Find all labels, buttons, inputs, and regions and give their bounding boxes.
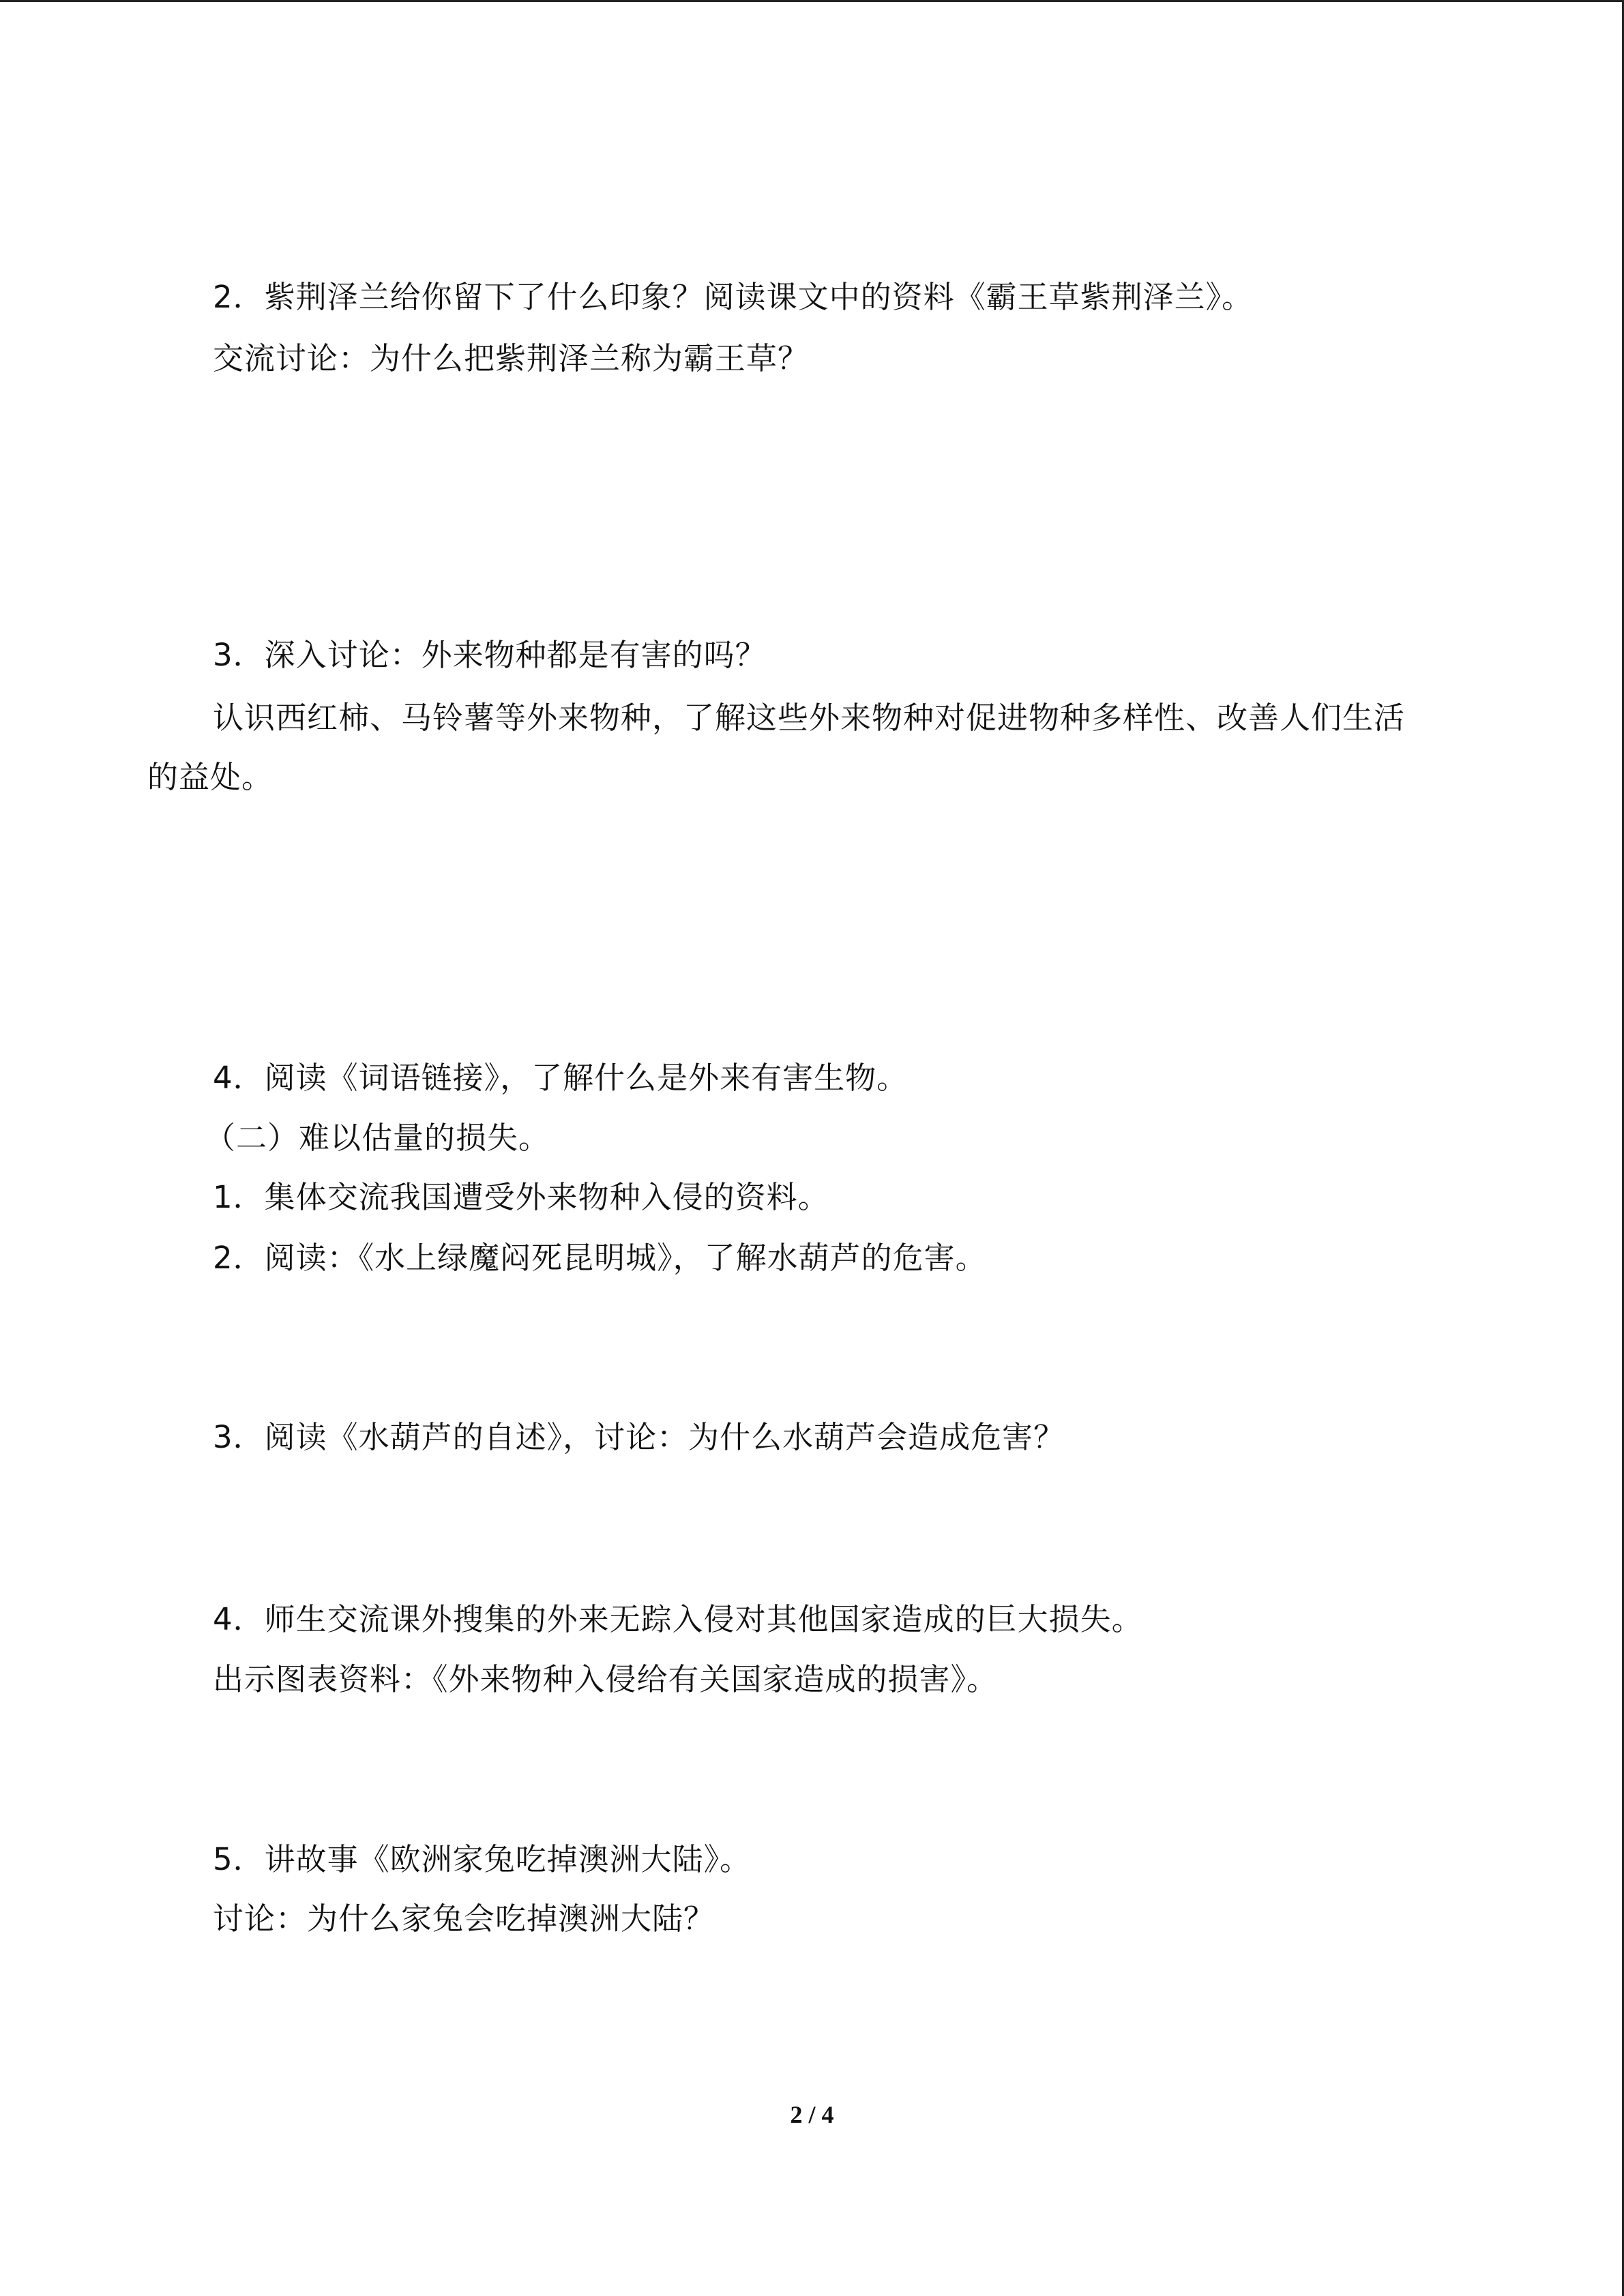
paragraph-q2-zijingzelan: 2．紫荆泽兰给你留下了什么印象？阅读课文中的资料《霸王草紫荆泽兰》。	[213, 279, 1254, 315]
section-heading-losses: （二）难以估量的损失。	[205, 1120, 550, 1156]
paragraph-item1-collective-exchange: 1．集体交流我国遭受外来物种入侵的资料。	[213, 1179, 829, 1215]
paragraph-discussion-bawangcao: 交流讨论：为什么把紫荆泽兰称为霸王草？	[213, 340, 810, 376]
paragraph-q3-deep-discussion: 3．深入讨论：外来物种都是有害的吗？	[213, 637, 767, 673]
paragraph-q4-word-link: 4．阅读《词语链接》，了解什么是外来有害生物。	[213, 1060, 909, 1096]
paragraph-chart-material: 出示图表资料：《外来物种入侵给有关国家造成的损害》。	[213, 1661, 999, 1697]
paragraph-item2-water-hyacinth: 2．阅读：《水上绿魔闷死昆明城》，了解水葫芦的危害。	[213, 1240, 987, 1276]
paragraph-item5-rabbit-story: 5．讲故事《欧洲家兔吃掉澳洲大陆》。	[213, 1841, 752, 1877]
paragraph-rabbit-discussion: 讨论：为什么家兔会吃掉澳洲大陆？	[213, 1900, 715, 1937]
page-number: 2 / 4	[790, 2101, 834, 2128]
paragraph-item3-self-account: 3．阅读《水葫芦的自述》，讨论：为什么水葫芦会造成危害？	[213, 1419, 1065, 1455]
paragraph-tomato-potato-continued: 的益处。	[147, 759, 274, 795]
paragraph-tomato-potato: 认识西红柿、马铃薯等外来物种，了解这些外来物种对促进物种多样性、改善人们生活	[213, 700, 1406, 736]
paragraph-item4-other-countries: 4．师生交流课外搜集的外来无踪入侵对其他国家造成的巨大损失。	[213, 1601, 1143, 1637]
